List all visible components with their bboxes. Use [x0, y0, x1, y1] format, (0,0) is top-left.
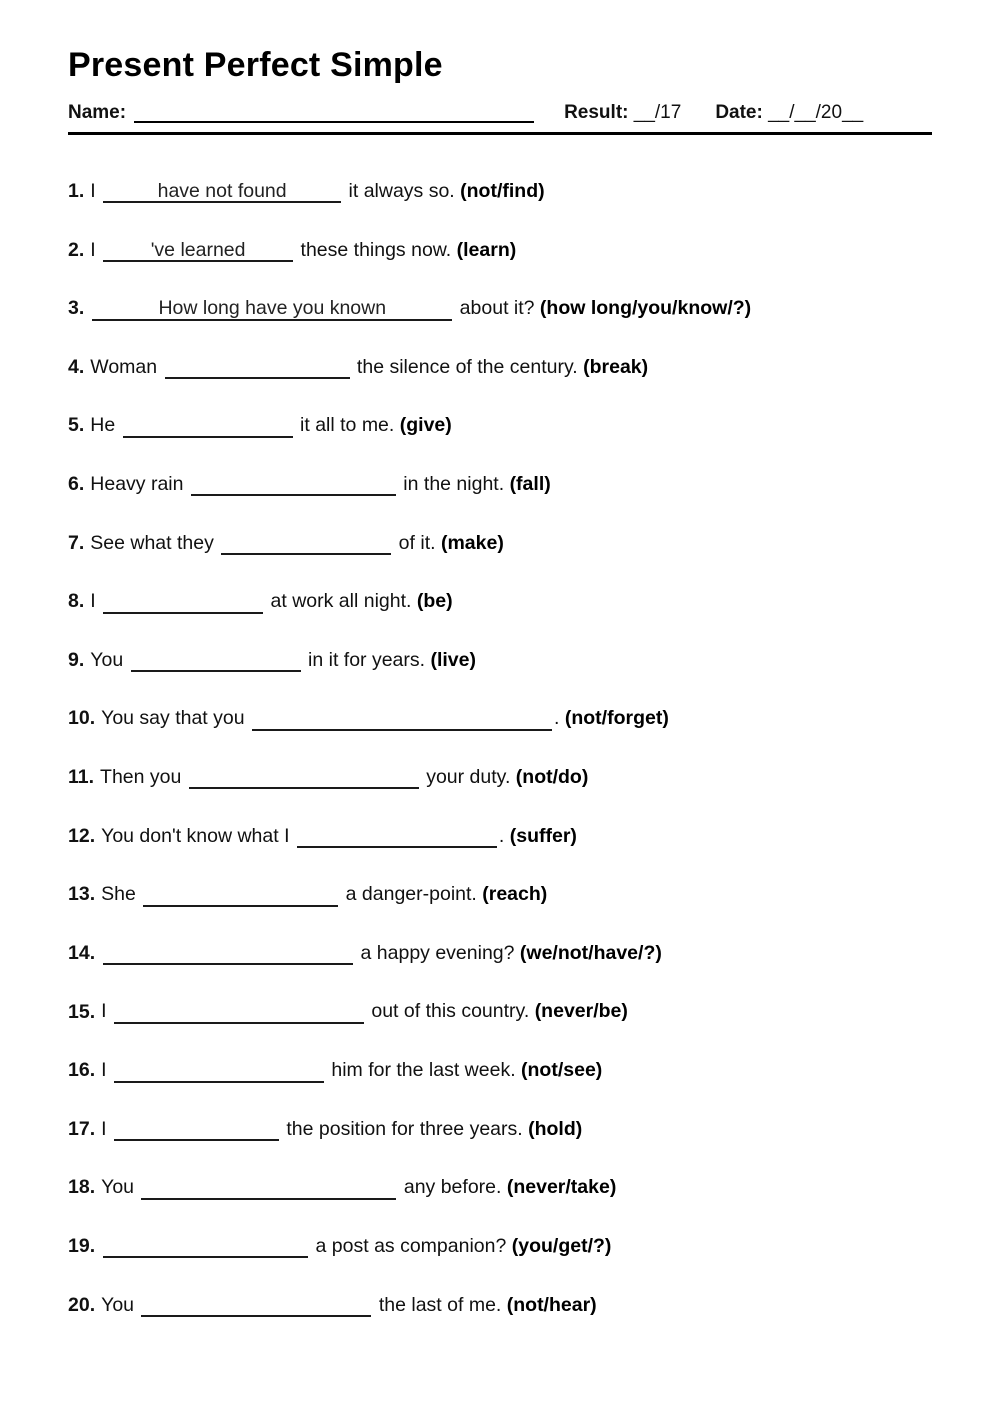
- answer-blank: [103, 589, 263, 613]
- item-text: the silence of the century.: [351, 355, 584, 378]
- exercise-item: [68, 589, 932, 613]
- item-text: him for the last week.: [325, 1059, 522, 1082]
- date-group: [715, 102, 863, 124]
- exercise-item: [68, 1234, 932, 1258]
- item-number: 9.: [68, 648, 85, 671]
- answer-blank: [123, 413, 293, 437]
- item-text: You don't know what I: [101, 824, 295, 847]
- item-text: in it for years.: [302, 648, 431, 671]
- item-text: You: [101, 1176, 140, 1199]
- item-text: He: [90, 414, 121, 437]
- result-label: Result:: [564, 101, 629, 123]
- worksheet-header: [68, 101, 932, 135]
- item-number: 6.: [68, 473, 85, 496]
- exercise-item: [68, 179, 932, 203]
- item-number: 18.: [68, 1176, 96, 1199]
- exercise-item: [68, 296, 932, 320]
- answer-blank: [131, 648, 301, 672]
- item-text: a danger-point.: [340, 883, 483, 906]
- result-value: __/17: [633, 101, 682, 123]
- answer-blank: [297, 824, 497, 848]
- exercise-item: [68, 765, 932, 789]
- item-text: You: [90, 648, 129, 671]
- item-number: 1.: [68, 179, 85, 202]
- item-number: 5.: [68, 414, 85, 437]
- item-text: You: [101, 1293, 140, 1316]
- item-number: 15.: [68, 1000, 96, 1023]
- exercise-item: [68, 413, 932, 437]
- item-text: it always so.: [343, 179, 461, 202]
- item-text: .: [554, 707, 565, 730]
- answer-blank: How long have you known: [92, 296, 452, 320]
- item-text: Heavy rain: [90, 473, 189, 496]
- exercise-item: [68, 238, 932, 262]
- item-text: the last of me.: [373, 1293, 507, 1316]
- item-text: the position for three years.: [280, 1117, 529, 1140]
- exercise-item: [68, 999, 932, 1023]
- exercise-item: [68, 706, 932, 730]
- exercise-item: [68, 1058, 932, 1082]
- exercise-item: [68, 531, 932, 555]
- item-text: Woman: [90, 355, 163, 378]
- item-text: in the night.: [397, 473, 510, 496]
- date-label: Date:: [715, 101, 763, 123]
- item-number: 10.: [68, 707, 96, 730]
- answer-blank: [141, 1175, 396, 1199]
- date-value: __/__/20__: [768, 101, 864, 123]
- item-text: I: [101, 1059, 112, 1082]
- exercise-item: [68, 824, 932, 848]
- exercise-item: [68, 1117, 932, 1141]
- exercise-item: [68, 1175, 932, 1199]
- exercise-item: [68, 472, 932, 496]
- verb-hint: (never/take): [506, 1176, 617, 1199]
- answer-blank: [141, 1293, 371, 1317]
- item-text: See what they: [90, 531, 220, 554]
- page-title: Present Perfect Simple: [68, 46, 443, 84]
- verb-hint: (you/get/?): [511, 1234, 612, 1257]
- item-text: I: [101, 1117, 112, 1140]
- exercise-item: [68, 882, 932, 906]
- item-text: Then you: [100, 766, 187, 789]
- item-number: 19.: [68, 1234, 96, 1257]
- answer-blank: have not found: [103, 179, 341, 203]
- verb-hint: (we/not/have/?): [519, 941, 662, 964]
- item-text: of it.: [393, 531, 441, 554]
- verb-hint: (never/be): [534, 1000, 628, 1023]
- answer-blank: [165, 355, 350, 379]
- item-text: I: [101, 1000, 112, 1023]
- answer-blank: [103, 941, 353, 965]
- item-number: 20.: [68, 1293, 96, 1316]
- verb-hint: (give): [399, 414, 452, 437]
- item-number: 8.: [68, 590, 85, 613]
- verb-hint: (how long/you/know/?): [539, 297, 752, 320]
- verb-hint: (break): [583, 355, 649, 378]
- answer-blank: [114, 1058, 324, 1082]
- exercise-list: [68, 179, 932, 1317]
- item-text: these things now.: [295, 238, 457, 261]
- item-number: 12.: [68, 824, 96, 847]
- verb-hint: (reach): [482, 883, 548, 906]
- item-text: any before.: [398, 1176, 507, 1199]
- answer-blank: [114, 999, 364, 1023]
- result-group: [564, 102, 681, 124]
- verb-hint: (hold): [528, 1117, 583, 1140]
- item-text: .: [498, 824, 510, 847]
- item-number: 2.: [68, 238, 85, 261]
- verb-hint: (not/hear): [506, 1293, 597, 1316]
- verb-hint: (not/see): [521, 1059, 603, 1082]
- item-number: 16.: [68, 1059, 96, 1082]
- verb-hint: (fall): [509, 473, 551, 496]
- item-text: it all to me.: [294, 414, 400, 437]
- answer-blank: 've learned: [103, 238, 293, 262]
- item-number: 4.: [68, 355, 85, 378]
- verb-hint: (not/forget): [564, 707, 669, 730]
- item-text: I: [90, 238, 102, 261]
- verb-hint: (live): [430, 648, 476, 671]
- name-blank-line: [134, 101, 534, 123]
- item-text: She: [101, 883, 142, 906]
- verb-hint: (learn): [456, 238, 517, 261]
- exercise-item: [68, 648, 932, 672]
- item-number: 11.: [68, 766, 95, 789]
- answer-blank: [221, 531, 391, 555]
- exercise-item: [68, 1293, 932, 1317]
- item-text: a happy evening?: [355, 941, 520, 964]
- item-text: at work all night.: [265, 590, 417, 613]
- item-text: You say that you: [101, 707, 250, 730]
- item-text: I: [90, 590, 102, 613]
- answer-blank: [252, 706, 552, 730]
- item-text: I: [90, 179, 102, 202]
- verb-hint: (make): [440, 531, 504, 554]
- answer-blank: [103, 1234, 308, 1258]
- verb-hint: (be): [416, 590, 453, 613]
- item-text: about it?: [454, 297, 540, 320]
- verb-hint: (not/find): [460, 179, 545, 202]
- name-label: Name:: [68, 101, 127, 123]
- item-number: 7.: [68, 531, 85, 554]
- exercise-item: [68, 941, 932, 965]
- item-number: 13.: [68, 883, 96, 906]
- verb-hint: (suffer): [509, 824, 577, 847]
- item-text: your duty.: [420, 766, 516, 789]
- answer-blank: [114, 1117, 279, 1141]
- item-number: 3.: [68, 297, 85, 320]
- verb-hint: (not/do): [515, 766, 589, 789]
- answer-blank: [143, 882, 338, 906]
- answer-blank: [191, 472, 396, 496]
- item-text: a post as companion?: [310, 1234, 512, 1257]
- item-text: out of this country.: [365, 1000, 535, 1023]
- item-number: 17.: [68, 1117, 96, 1140]
- item-number: 14.: [68, 941, 96, 964]
- exercise-item: [68, 355, 932, 379]
- answer-blank: [189, 765, 419, 789]
